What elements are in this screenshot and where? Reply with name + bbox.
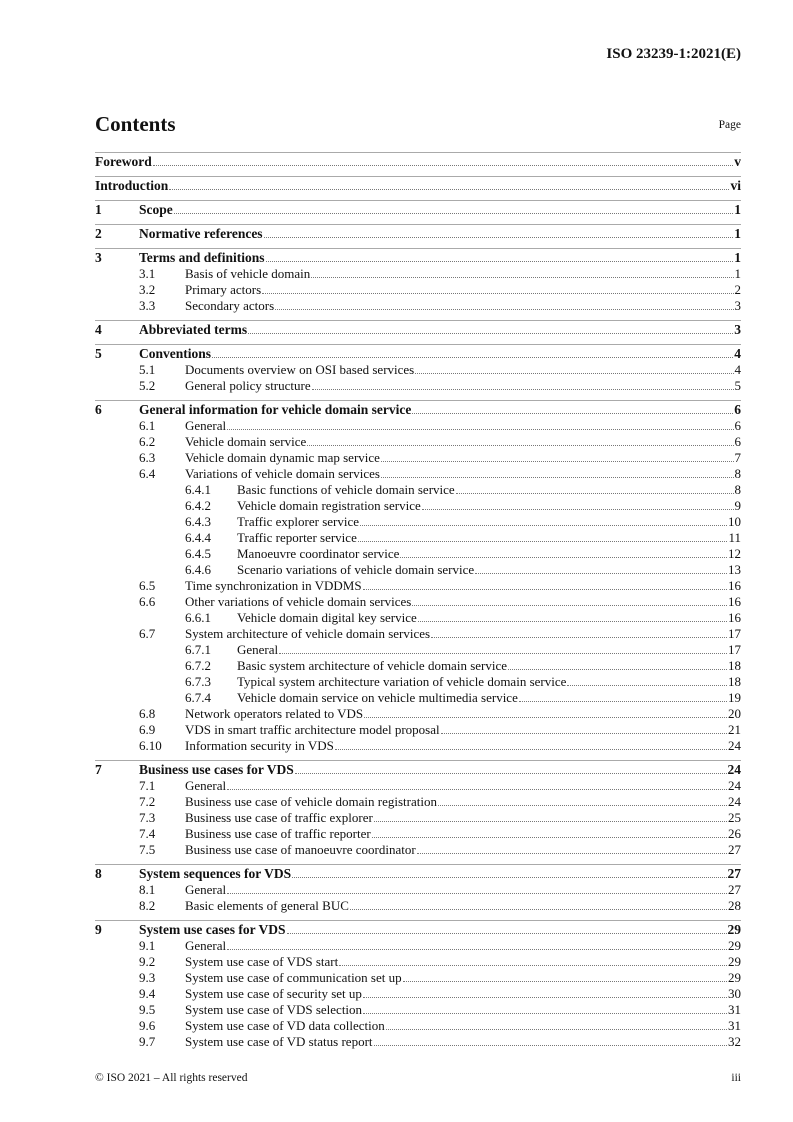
- toc-entry[interactable]: [95, 810, 741, 826]
- toc-dot-leader: [418, 620, 727, 622]
- toc-entry-number: 8: [95, 866, 102, 881]
- toc-entry-page: 17: [728, 626, 741, 641]
- toc-dot-leader: [567, 684, 727, 686]
- document-id-header: ISO 23239-1:2021(E): [606, 46, 741, 62]
- toc-entry-number: 6.2: [139, 434, 156, 449]
- toc-entry[interactable]: [95, 778, 741, 794]
- toc-dot-leader: [307, 444, 733, 446]
- toc-dot-leader: [227, 788, 727, 790]
- toc-entry[interactable]: [95, 898, 741, 914]
- toc-entry-page: 18: [728, 658, 741, 673]
- toc-entry-title: General: [185, 882, 227, 897]
- toc-entry-number: 6: [95, 402, 102, 417]
- toc-dot-leader: [339, 964, 727, 966]
- toc-entry-title: Normative references: [139, 226, 263, 241]
- toc-entry[interactable]: [95, 434, 741, 450]
- toc-entry-number: 3.2: [139, 282, 156, 297]
- toc-entry-page: 29: [728, 954, 741, 969]
- toc-entry-title: Scope: [139, 202, 173, 217]
- toc-entry[interactable]: [95, 418, 741, 434]
- toc-entry[interactable]: [95, 706, 741, 722]
- toc-entry-page: 4: [734, 346, 741, 361]
- toc-dot-leader: [412, 412, 733, 414]
- toc-entry[interactable]: [95, 498, 741, 514]
- toc-entry-title: Terms and definitions: [139, 250, 265, 265]
- toc-entry[interactable]: [95, 482, 741, 498]
- toc-entry[interactable]: [95, 842, 741, 858]
- toc-dot-leader: [386, 1028, 727, 1030]
- toc-entry[interactable]: [95, 530, 741, 546]
- toc-entry[interactable]: [95, 546, 741, 562]
- toc-entry[interactable]: [95, 450, 741, 466]
- toc-entry-number: 6.7.2: [185, 658, 211, 673]
- toc-entry[interactable]: [95, 1018, 741, 1034]
- toc-entry-page: 1: [734, 202, 741, 217]
- toc-entry-title: Manoeuvre coordinator service: [237, 546, 400, 561]
- toc-entry-title: Basic system architecture of vehicle domain service: [237, 658, 508, 673]
- toc-entry-number: 6.7.1: [185, 642, 211, 657]
- toc-entry-number: 6.7.3: [185, 674, 211, 689]
- toc-entry-title: Secondary actors: [185, 298, 275, 313]
- toc-entry-title: Vehicle domain dynamic map service: [185, 450, 380, 465]
- toc-entry-number: 4: [95, 322, 102, 337]
- toc-entry-title: General information for vehicle domain service: [139, 402, 412, 417]
- toc-entry-title: Time synchronization in VDDMS: [185, 578, 362, 593]
- toc-entry-title: System architecture of vehicle domain services: [185, 626, 431, 641]
- toc-entry-page: 31: [728, 1018, 741, 1033]
- toc-entry-number: 6.5: [139, 578, 156, 593]
- toc-entry-number: 7.5: [139, 842, 156, 857]
- toc-entry-title: Vehicle domain registration service: [237, 498, 421, 513]
- toc-entry-number: 9.5: [139, 1002, 156, 1017]
- toc-entry-number: 9.4: [139, 986, 156, 1001]
- toc-dot-leader: [381, 460, 734, 462]
- toc-entry-title: System use case of VDS start: [185, 954, 339, 969]
- toc-entry-page: vi: [730, 178, 741, 193]
- toc-entry-page: 13: [728, 562, 741, 577]
- toc-entry-title: Business use case of vehicle domain registration: [185, 794, 437, 809]
- toc-entry-page: 8: [734, 482, 741, 497]
- toc-entry-number: 6.4.2: [185, 498, 211, 513]
- toc-entry-page: 29: [727, 922, 741, 937]
- toc-entry-number: 8.2: [139, 898, 156, 913]
- toc-entry-page: 32: [728, 1034, 741, 1049]
- toc-entry-title: System use case of communication set up: [185, 970, 402, 985]
- toc-entry-title: System use case of security set up: [185, 986, 362, 1001]
- toc-entry[interactable]: [95, 466, 741, 482]
- toc-entry-number: 2: [95, 226, 102, 241]
- toc-entry-title: Typical system architecture variation of vehicle domain service: [237, 674, 567, 689]
- toc-entry-number: 8.1: [139, 882, 156, 897]
- toc-entry-number: 6.8: [139, 706, 156, 721]
- toc-entry-title: Introduction: [95, 178, 169, 193]
- toc-entry-page: 9: [734, 498, 741, 513]
- toc-entry[interactable]: [95, 826, 741, 842]
- toc-dot-leader: [292, 876, 726, 878]
- toc-dot-leader: [438, 804, 727, 806]
- toc-entry[interactable]: [95, 674, 741, 690]
- toc-entry-number: 6.1: [139, 418, 156, 433]
- page-column-label: Page: [718, 119, 741, 131]
- toc-entry[interactable]: [95, 738, 741, 754]
- toc-dot-leader: [400, 556, 727, 558]
- toc-dot-leader: [364, 716, 727, 718]
- toc-entry-page: 18: [728, 674, 741, 689]
- toc-dot-leader: [381, 476, 734, 478]
- toc-entry[interactable]: [95, 282, 741, 298]
- toc-entry-number: 6.3: [139, 450, 156, 465]
- toc-entry-page: 16: [728, 610, 741, 625]
- toc-entry-title: General policy structure: [185, 378, 311, 393]
- toc-dot-leader: [422, 508, 734, 510]
- toc-entry-page: 20: [728, 706, 741, 721]
- toc-entry-page: 24: [728, 738, 741, 753]
- copyright-footer: © ISO 2021 – All rights reserved: [95, 1072, 248, 1084]
- toc-entry-title: Abbreviated terms: [139, 322, 248, 337]
- toc-entry-number: 3.3: [139, 298, 156, 313]
- toc-entry[interactable]: [95, 152, 741, 170]
- toc-entry-page: 12: [728, 546, 741, 561]
- toc-entry-title: Business use cases for VDS: [139, 762, 294, 777]
- toc-entry[interactable]: [95, 864, 741, 882]
- toc-dot-leader: [363, 1012, 727, 1014]
- toc-entry-number: 1: [95, 202, 102, 217]
- toc-dot-leader: [415, 372, 733, 374]
- toc-entry[interactable]: [95, 760, 741, 778]
- toc-entry[interactable]: [95, 970, 741, 986]
- toc-entry-number: 9.6: [139, 1018, 156, 1033]
- toc-entry-page: 24: [728, 778, 741, 793]
- toc-dot-leader: [456, 492, 734, 494]
- toc-entry-number: 6.6.1: [185, 610, 211, 625]
- toc-dot-leader: [358, 540, 728, 542]
- toc-dot-leader: [227, 948, 727, 950]
- toc-entry-number: 6.9: [139, 722, 156, 737]
- toc-entry-title: VDS in smart traffic architecture model proposal: [185, 722, 440, 737]
- toc-entry[interactable]: [95, 200, 741, 218]
- toc-entry-number: 6.4.6: [185, 562, 211, 577]
- toc-dot-leader: [248, 332, 733, 334]
- toc-entry-number: 7.3: [139, 810, 156, 825]
- toc-entry-page: 29: [728, 938, 741, 953]
- toc-entry[interactable]: [95, 986, 741, 1002]
- toc-entry-page: 11: [728, 530, 741, 545]
- toc-dot-leader: [287, 932, 727, 934]
- toc-entry-number: 6.4.5: [185, 546, 211, 561]
- toc-entry[interactable]: [95, 224, 741, 242]
- toc-entry-page: v: [734, 154, 741, 169]
- toc-dot-leader: [403, 980, 727, 982]
- toc-dot-leader: [262, 292, 733, 294]
- toc-dot-leader: [212, 356, 733, 358]
- toc-entry[interactable]: [95, 562, 741, 578]
- toc-entry-page: 5: [734, 378, 741, 393]
- toc-entry[interactable]: [95, 1002, 741, 1018]
- toc-entry[interactable]: [95, 320, 741, 338]
- toc-entry-title: System sequences for VDS: [139, 866, 292, 881]
- toc-entry-title: General: [185, 418, 227, 433]
- toc-entry-title: Vehicle domain digital key service: [237, 610, 417, 625]
- toc-entry-title: Vehicle domain service: [185, 434, 307, 449]
- toc-entry-number: 9: [95, 922, 102, 937]
- toc-dot-leader: [360, 524, 727, 526]
- toc-entry-page: 25: [728, 810, 741, 825]
- toc-dot-leader: [363, 588, 727, 590]
- toc-entry-number: 6.4.1: [185, 482, 211, 497]
- toc-entry-title: Traffic reporter service: [237, 530, 357, 545]
- toc-entry-title: Foreword: [95, 154, 152, 169]
- toc-entry-title: System use cases for VDS: [139, 922, 286, 937]
- toc-entry-number: 7.1: [139, 778, 156, 793]
- toc-dot-leader: [431, 636, 727, 638]
- toc-entry-number: 6.7: [139, 626, 156, 641]
- toc-entry-page: 24: [727, 762, 741, 777]
- toc-entry-number: 3: [95, 250, 102, 265]
- toc-entry[interactable]: [95, 298, 741, 314]
- toc-dot-leader: [312, 388, 734, 390]
- toc-entry-page: 8: [734, 466, 741, 481]
- toc-entry-page: 6: [734, 402, 741, 417]
- toc-entry-number: 6.7.4: [185, 690, 211, 705]
- toc-dot-leader: [153, 164, 734, 166]
- toc-entry-page: 1: [734, 250, 741, 265]
- footer-page-number: iii: [731, 1072, 741, 1084]
- toc-entry[interactable]: [95, 176, 741, 194]
- toc-entry-number: 7: [95, 762, 102, 777]
- toc-entry-title: Information security in VDS: [185, 738, 334, 753]
- toc-entry[interactable]: [95, 248, 741, 266]
- toc-entry-number: 5.1: [139, 362, 156, 377]
- toc-entry-title: Vehicle domain service on vehicle multimedia service: [237, 690, 518, 705]
- toc-entry-title: Basic functions of vehicle domain service: [237, 482, 455, 497]
- toc-dot-leader: [264, 236, 734, 238]
- toc-entry-title: Variations of vehicle domain services: [185, 466, 380, 481]
- toc-entry-title: Network operators related to VDS: [185, 706, 364, 721]
- toc-entry-title: Primary actors: [185, 282, 262, 297]
- toc-entry-page: 16: [728, 594, 741, 609]
- toc-entry-title: Basic elements of general BUC: [185, 898, 349, 913]
- toc-entry[interactable]: [95, 378, 741, 394]
- toc-entry-number: 7.2: [139, 794, 156, 809]
- toc-dot-leader: [279, 652, 727, 654]
- toc-dot-leader: [266, 260, 734, 262]
- toc-entry-number: 6.4: [139, 466, 156, 481]
- toc-dot-leader: [350, 908, 727, 910]
- toc-entry[interactable]: [95, 722, 741, 738]
- toc-dot-leader: [374, 1044, 727, 1046]
- toc-entry-page: 24: [728, 794, 741, 809]
- toc-entry-page: 27: [727, 866, 741, 881]
- toc-entry-number: 6.10: [139, 738, 162, 753]
- toc-dot-leader: [174, 212, 734, 214]
- toc-entry-number: 5: [95, 346, 102, 361]
- toc-dot-leader: [475, 572, 727, 574]
- toc-entry-title: Other variations of vehicle domain services: [185, 594, 412, 609]
- toc-entry-title: Business use case of traffic explorer: [185, 810, 373, 825]
- toc-entry[interactable]: [95, 610, 741, 626]
- toc-entry-number: 3.1: [139, 266, 156, 281]
- toc-entry[interactable]: [95, 514, 741, 530]
- toc-entry-page: 6: [734, 434, 741, 449]
- toc-dot-leader: [335, 748, 727, 750]
- toc-entry-title: System use case of VD status report: [185, 1034, 373, 1049]
- toc-entry-page: 21: [728, 722, 741, 737]
- toc-entry-page: 2: [734, 282, 741, 297]
- toc-entry[interactable]: [95, 882, 741, 898]
- toc-entry[interactable]: [95, 362, 741, 378]
- toc-entry[interactable]: [95, 938, 741, 954]
- toc-entry[interactable]: [95, 794, 741, 810]
- toc-entry-number: 9.3: [139, 970, 156, 985]
- toc-entry[interactable]: [95, 578, 741, 594]
- toc-dot-leader: [227, 428, 733, 430]
- toc-entry-number: 9.1: [139, 938, 156, 953]
- toc-entry-title: General: [185, 778, 227, 793]
- toc-entry-number: 6.4.4: [185, 530, 211, 545]
- toc-entry[interactable]: [95, 920, 741, 938]
- toc-dot-leader: [311, 276, 733, 278]
- toc-entry-page: 6: [734, 418, 741, 433]
- toc-dot-leader: [363, 996, 727, 998]
- toc-entry-title: General: [237, 642, 279, 657]
- toc-dot-leader: [412, 604, 727, 606]
- toc-entry-page: 30: [728, 986, 741, 1001]
- toc-dot-leader: [508, 668, 727, 670]
- toc-entry-title: Business use case of manoeuvre coordinator: [185, 842, 416, 857]
- toc-entry-title: System use case of VD data collection: [185, 1018, 385, 1033]
- toc-entry-page: 17: [728, 642, 741, 657]
- toc-entry-page: 29: [728, 970, 741, 985]
- toc-entry-page: 28: [728, 898, 741, 913]
- toc-dot-leader: [295, 772, 727, 774]
- toc-entry-page: 3: [734, 298, 741, 313]
- toc-entry-page: 16: [728, 578, 741, 593]
- toc-dot-leader: [227, 892, 727, 894]
- toc-entry-page: 1: [734, 226, 741, 241]
- toc-dot-leader: [372, 836, 727, 838]
- toc-entry-title: Business use case of traffic reporter: [185, 826, 371, 841]
- toc-entry-title: System use case of VDS selection: [185, 1002, 363, 1017]
- toc-entry[interactable]: [95, 400, 741, 418]
- toc-entry-number: 7.4: [139, 826, 156, 841]
- toc-entry[interactable]: [95, 344, 741, 362]
- toc-entry-number: 5.2: [139, 378, 156, 393]
- toc-entry-number: 9.2: [139, 954, 156, 969]
- toc-entry[interactable]: [95, 266, 741, 282]
- toc-entry-page: 27: [728, 882, 741, 897]
- toc-dot-leader: [441, 732, 727, 734]
- toc-entry-page: 27: [728, 842, 741, 857]
- toc-entry-number: 9.7: [139, 1034, 156, 1049]
- page-title: Contents: [95, 112, 176, 136]
- toc-entry-page: 10: [728, 514, 741, 529]
- toc-entry-title: Documents overview on OSI based services: [185, 362, 415, 377]
- toc-entry-title: Basis of vehicle domain: [185, 266, 311, 281]
- toc-entry-title: Conventions: [139, 346, 212, 361]
- toc-entry-page: 19: [728, 690, 741, 705]
- toc-dot-leader: [169, 188, 729, 190]
- toc-entry-title: Scenario variations of vehicle domain service: [237, 562, 475, 577]
- toc-entry[interactable]: [95, 954, 741, 970]
- toc-entry-page: 26: [728, 826, 741, 841]
- toc-entry-page: 3: [734, 322, 741, 337]
- toc-entry-page: 1: [734, 266, 741, 281]
- toc-entry[interactable]: [95, 1034, 741, 1050]
- toc-entry-page: 7: [734, 450, 741, 465]
- toc-entry-page: 4: [734, 362, 741, 377]
- toc-dot-leader: [275, 308, 733, 310]
- toc-entry-title: Traffic explorer service: [237, 514, 360, 529]
- toc-entry-page: 31: [728, 1002, 741, 1017]
- toc-entry[interactable]: [95, 690, 741, 706]
- toc-entry-title: General: [185, 938, 227, 953]
- toc-entry[interactable]: [95, 642, 741, 658]
- toc-entry-number: 6.4.3: [185, 514, 211, 529]
- toc-dot-leader: [519, 700, 727, 702]
- table-of-contents: [95, 152, 741, 1050]
- toc-entry[interactable]: [95, 658, 741, 674]
- toc-entry[interactable]: [95, 626, 741, 642]
- toc-entry[interactable]: [95, 594, 741, 610]
- toc-dot-leader: [417, 852, 727, 854]
- toc-entry-number: 6.6: [139, 594, 156, 609]
- toc-dot-leader: [374, 820, 727, 822]
